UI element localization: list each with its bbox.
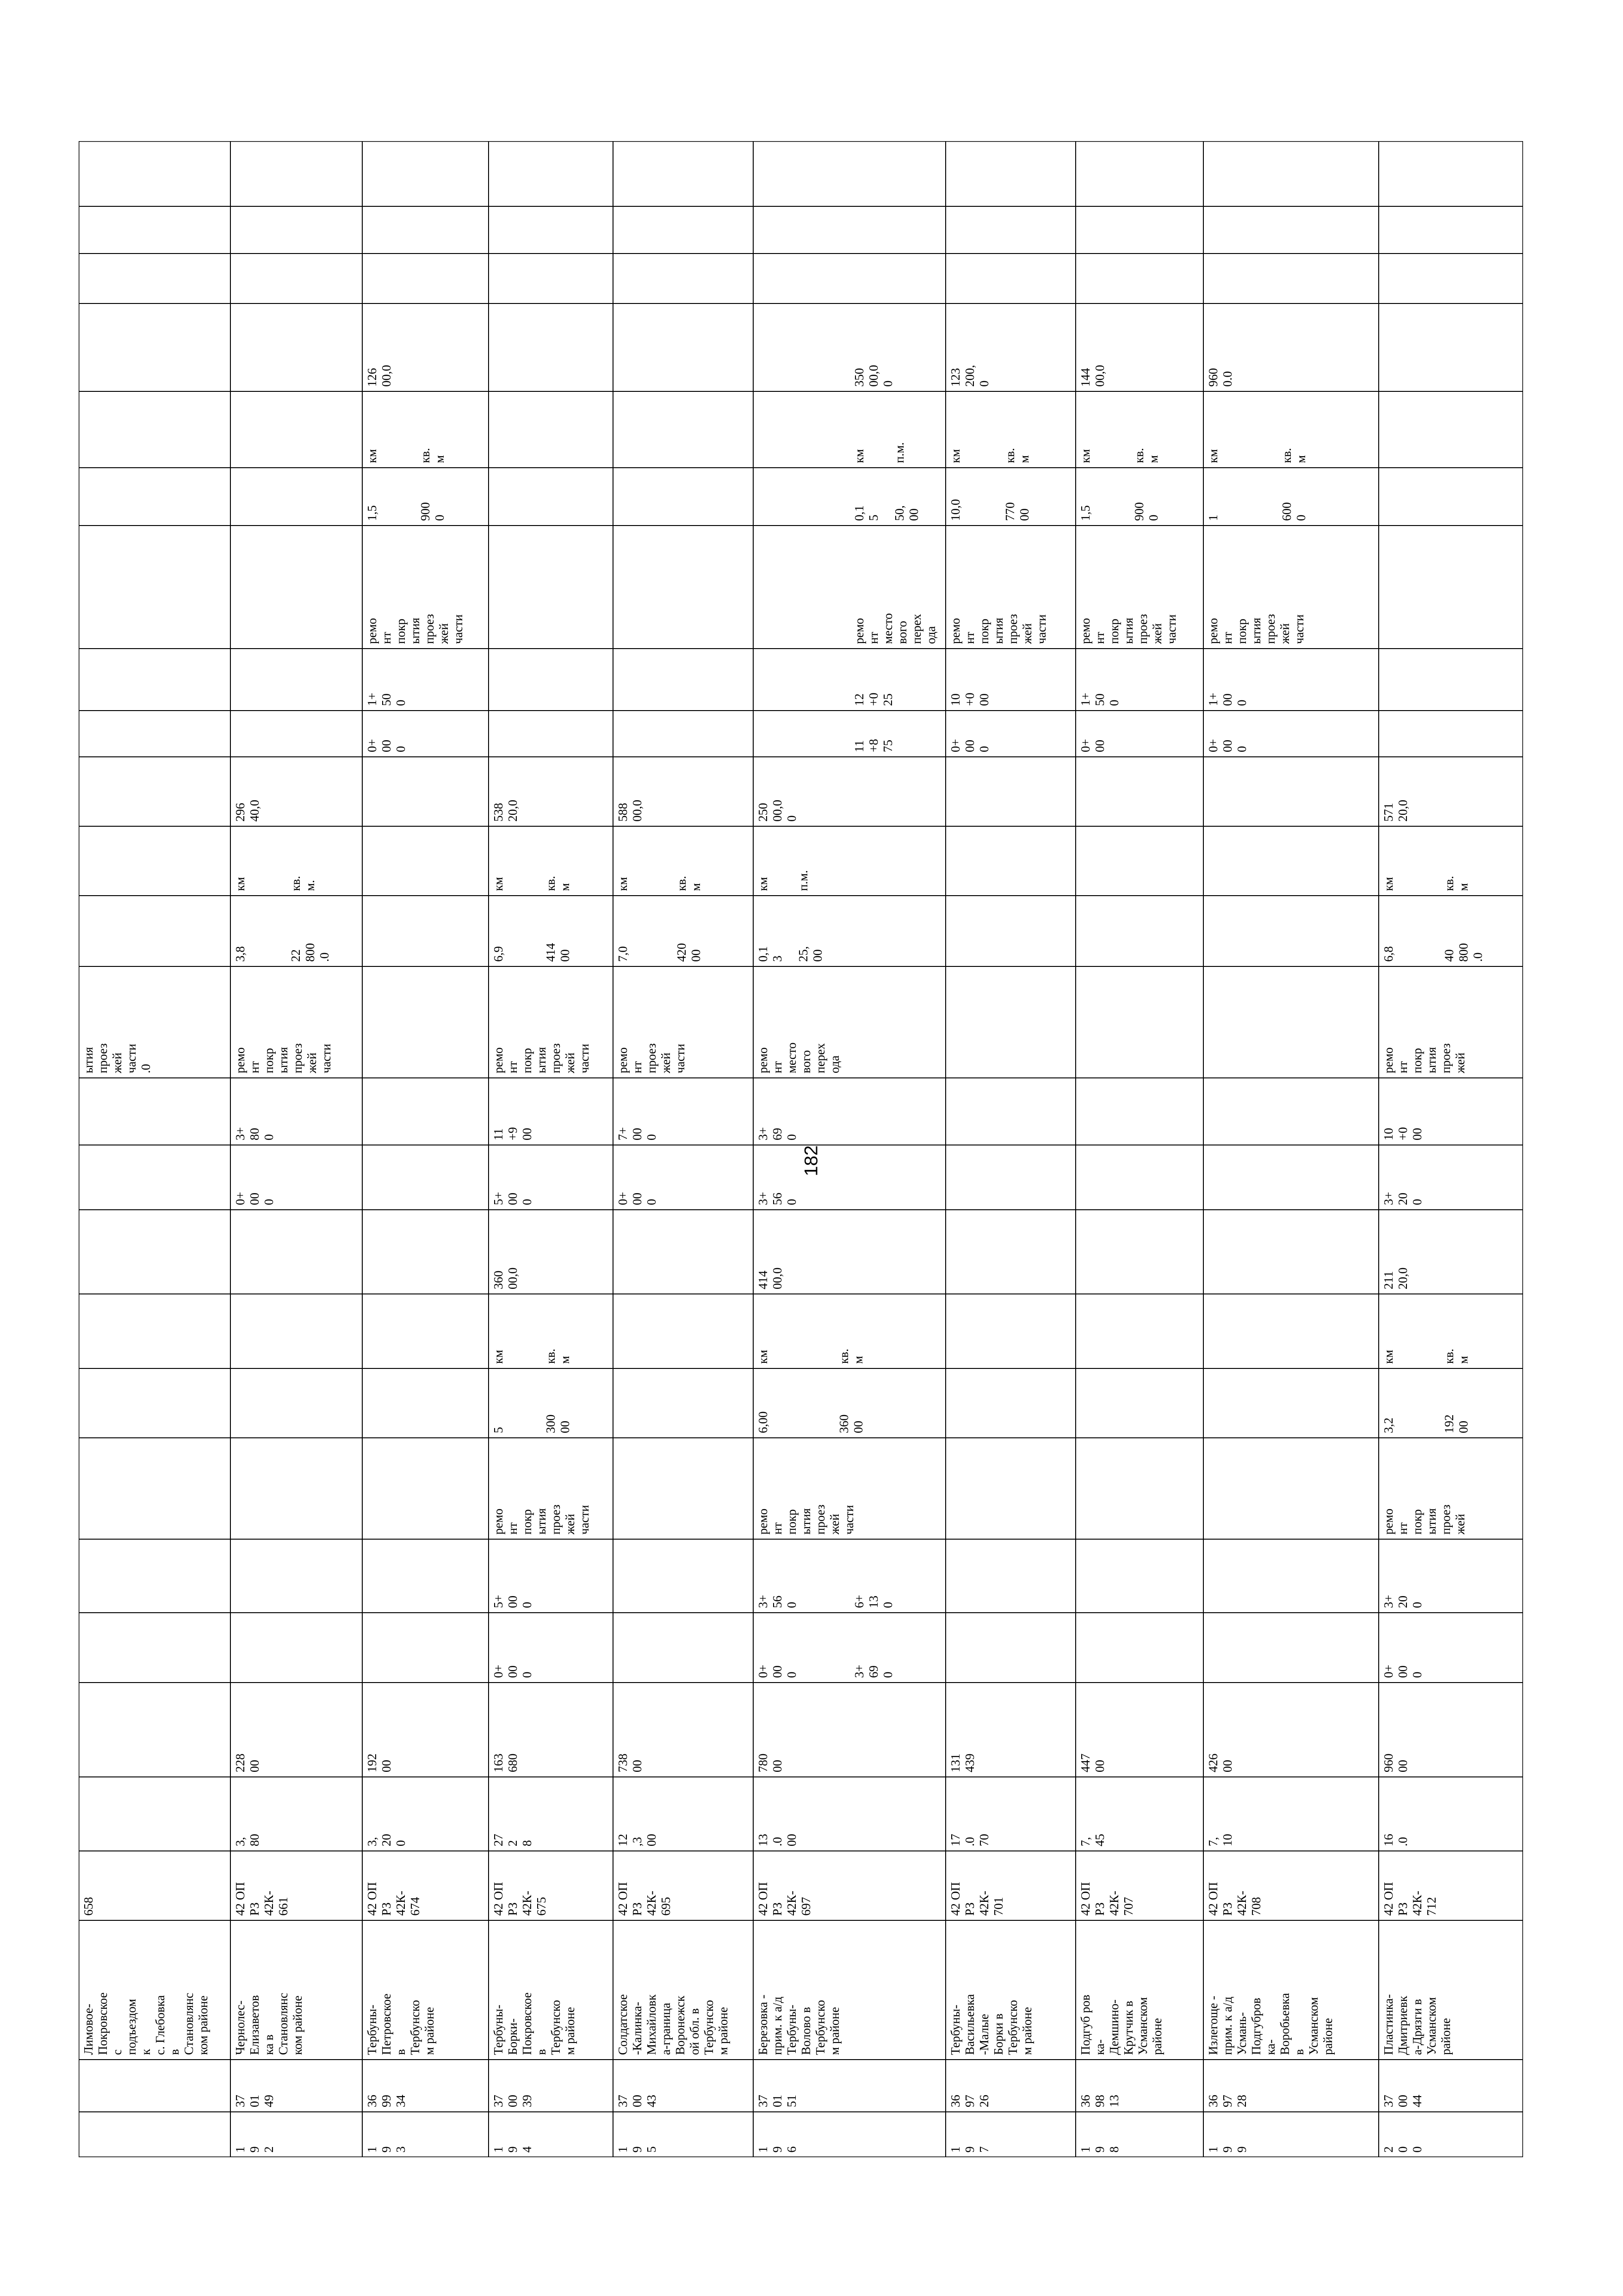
work-2-unit-area: п.м. xyxy=(796,870,810,891)
road-id: 42 ОП РЗ 42К- 707 xyxy=(1078,1882,1135,1916)
work-1-work-type: ремо нт покр ытия проез жей части xyxy=(491,1504,591,1535)
work-2-from: 5+ 00 0 xyxy=(491,1192,534,1205)
work-1-length: 3,8 xyxy=(233,946,247,962)
road-total: 780 00 xyxy=(756,1753,784,1772)
row-number: 1 9 2 xyxy=(233,2146,276,2153)
work-1-unit-area: кв. м. xyxy=(289,876,317,891)
road-length: 7, 45 xyxy=(1078,1834,1107,1846)
road-name: Солдатское -Калинка- Михайловк а-граница Воронежск ой обл. в Тербунско м районе xyxy=(616,1994,730,2055)
work-2-length: 6,8 xyxy=(1381,946,1395,962)
work-1-cost: 588 00,0 xyxy=(616,799,644,822)
work-3-cost: 350 00,0 0 xyxy=(852,365,895,387)
road-name: Пластинка- Дмитриевк а-Дрязги в Усманском районе xyxy=(1381,1994,1453,2055)
work-1-unit-area: кв. м xyxy=(544,1349,572,1364)
road-length: 12 ,3 00 xyxy=(616,1834,658,1846)
work-1-length: 7,0 xyxy=(616,946,630,962)
work-1-to: 5+ 00 0 xyxy=(491,1595,534,1608)
work-1-from: 0+ 00 0 xyxy=(756,1665,799,1678)
row-number: 1 9 6 xyxy=(756,2146,799,2153)
work-1-work-type: ремо нт покр ытия проез жей части xyxy=(948,614,1048,644)
road-code: 36 97 28 xyxy=(1206,2095,1249,2107)
road-total: 960 00 xyxy=(1381,1753,1410,1772)
road-name: Чернолес- Елизаветов ка в Становлянс ком районе xyxy=(233,1993,304,2055)
road-id: 42 ОП РЗ 42К- 674 xyxy=(365,1882,422,1916)
road-total: 192 00 xyxy=(365,1753,393,1772)
road-length: 17 .0 70 xyxy=(948,1834,991,1846)
road-code: 36 99 34 xyxy=(365,2095,408,2107)
work-1-unit-length: км xyxy=(1078,449,1092,463)
work-1-cost: 296 40,0 xyxy=(233,799,261,822)
work-3-length: 0,1 5 xyxy=(852,505,880,521)
work-1-unit-area: кв. м xyxy=(675,876,703,891)
work-1-work-type: ремо нт покр ытия проез жей части xyxy=(365,614,465,644)
work-2-to: 10 +0 00 xyxy=(1381,1127,1424,1140)
work-2-unit-length: км xyxy=(1381,877,1395,891)
work-3-area: 50, 00 xyxy=(892,505,921,521)
work-1-from: 0+ 00 0 xyxy=(233,1192,276,1205)
work-1-cost: 126 00,0 xyxy=(365,365,393,387)
road-id: 658 xyxy=(81,1897,95,1916)
work-1-work-type: ремо нт покр ытия проез жей xyxy=(1381,1504,1467,1535)
work-3-from: 11 +8 75 xyxy=(852,739,895,752)
work-2-area: 414 00 xyxy=(544,943,572,962)
road-total: 738 00 xyxy=(616,1753,644,1772)
work-2-work-type: ремо нт покр ытия проез жей xyxy=(1381,1043,1467,1073)
work-1-to: 3+ 20 0 xyxy=(1381,1595,1424,1608)
work-1-unit-area: кв. м xyxy=(837,1349,865,1364)
row-number: 1 9 9 xyxy=(1206,2146,1249,2153)
road-total: 426 00 xyxy=(1206,1753,1234,1772)
road-id: 42 ОП РЗ 42К- 708 xyxy=(1206,1882,1263,1916)
work-1-to: 10 +0 00 xyxy=(948,693,991,706)
work-1-cost: 960 0.0 xyxy=(1206,368,1234,387)
road-code: 37 01 51 xyxy=(756,2095,799,2107)
work-1-unit-length: км xyxy=(948,449,962,463)
row-number: 1 9 4 xyxy=(491,2146,534,2153)
work-2-cost: 538 20,0 xyxy=(491,799,520,822)
work-1-cost: 123 200, 0 xyxy=(948,365,991,387)
row-number: 2 0 0 xyxy=(1381,2146,1424,2153)
work-1-unit-area: кв. м xyxy=(1132,448,1160,463)
work-1-to: 1+ 50 0 xyxy=(365,693,408,706)
work-3-unit-length: км xyxy=(852,449,866,463)
work-1-area: 420 00 xyxy=(675,943,703,962)
road-id: 42 ОП РЗ 42К- 701 xyxy=(948,1882,1005,1916)
work-from-2: 3+ 69 0 xyxy=(852,1665,895,1678)
work-1-unit-length: км xyxy=(233,877,247,891)
work-1-area: 360 00 xyxy=(837,1414,865,1433)
work-1-work-type: ремо нт покр ытия проез жей части xyxy=(1206,614,1306,644)
work-2-length: 6,9 xyxy=(491,946,505,962)
road-code: 36 97 26 xyxy=(948,2095,991,2107)
work-1-area: 770 00 xyxy=(1003,502,1031,521)
work-1-from: 0+ 00 0 xyxy=(616,1192,658,1205)
road-code: 37 00 43 xyxy=(616,2095,658,2107)
work-1-cost: 414 00,0 xyxy=(756,1267,784,1289)
work-1-area: 22 800 .0 xyxy=(289,943,331,962)
road-code: 37 01 49 xyxy=(233,2095,276,2107)
work-3-to: 12 +0 25 xyxy=(852,693,895,706)
row-number: 1 9 7 xyxy=(948,2146,991,2153)
work-1-to: 3+ 80 0 xyxy=(233,1127,276,1140)
work-1-work-type: ремо нт покр ытия проез жей части xyxy=(1078,614,1178,644)
road-name: Тербуны- Борки- Покровское в Тербунско м районе xyxy=(491,1992,577,2055)
work-1-area: 900 0 xyxy=(1132,502,1160,521)
work-1-to: 1+ 00 0 xyxy=(1206,693,1249,706)
road-code: 36 98 13 xyxy=(1078,2095,1121,2107)
work-1-area: 192 00 xyxy=(1442,1414,1470,1433)
road-name: Подгуб ров ка- Демшино- Крутчик в Усманском районе xyxy=(1078,1994,1164,2055)
work-1-to: 1+ 50 0 xyxy=(1078,693,1121,706)
road-length: 27 2 8 xyxy=(491,1834,534,1846)
work-2-cost: 571 20,0 xyxy=(1381,799,1410,822)
work-1-unit-length: км xyxy=(491,1349,505,1364)
work-1-length: 1,5 xyxy=(365,505,379,521)
road-total: 228 00 xyxy=(233,1753,261,1772)
work-1-length: 1,5 xyxy=(1078,505,1092,521)
work-1-unit-length: км xyxy=(616,877,630,891)
work-1-length: 10,0 xyxy=(948,499,962,521)
work-2-unit-area: кв. м xyxy=(1442,876,1470,891)
road-name: Лимовое- Покровское с подъездом к с. Глебовка в Становлянс ком районе xyxy=(81,1992,210,2055)
work-1-unit-area: кв. м xyxy=(418,448,446,463)
work-1-work-type: ремо нт покр ытия проез жей части xyxy=(756,1504,856,1535)
work-1-unit-length: км xyxy=(1381,1349,1395,1364)
work-1-from: 0+ 00 0 xyxy=(1206,739,1249,752)
work-1-to: 3+ 56 0 xyxy=(756,1595,799,1608)
work-1-unit-length: км xyxy=(756,1349,770,1364)
work-1-from: 0+ 00 0 xyxy=(1381,1665,1424,1678)
work-1-unit-length: км xyxy=(1206,449,1220,463)
work-1-work-type: ремо нт проез жей части xyxy=(616,1043,687,1073)
work-2-area: 40 800 .0 xyxy=(1442,943,1485,962)
work-1-unit-length: км xyxy=(365,449,379,463)
road-name: Излегоще - прим. к а/д Усмань- Подгубров ка- Воробьевка в Усманском районе xyxy=(1206,1993,1335,2055)
road-id: 42 ОП РЗ 42К- 675 xyxy=(491,1882,548,1916)
road-length: 3, 80 xyxy=(233,1834,261,1846)
work-1-from: 0+ 00 0 xyxy=(948,739,991,752)
work-2-from: 3+ 56 0 xyxy=(756,1192,799,1205)
road-code: 37 00 44 xyxy=(1381,2095,1424,2107)
work-2-from: 3+ 20 0 xyxy=(1381,1192,1424,1205)
work-2-area: 25, 00 xyxy=(796,946,824,962)
row-number: 1 9 5 xyxy=(616,2146,658,2153)
work-2-unit-length: км xyxy=(756,877,770,891)
road-name: Березовка - прим. к а/д Тербуны- Волово в Тербунско м районе xyxy=(756,1994,842,2055)
work-1-work-type: ремо нт покр ытия проез жей части xyxy=(233,1043,333,1073)
road-id: 42 ОП РЗ 42К- 661 xyxy=(233,1882,290,1916)
road-name: Тербуны- Васильевка -Малые Борки в Тербунско м районе xyxy=(948,1994,1034,2055)
road-total: 131 439 xyxy=(948,1753,977,1772)
road-id: 42 ОП РЗ 42К- 695 xyxy=(616,1882,673,1916)
work-1-from: 0+ 00 0 xyxy=(365,739,408,752)
work-to-2: 6+ 13 0 xyxy=(852,1595,895,1608)
work-1-from: 0+ 00 xyxy=(1078,739,1107,752)
work-1-unit-area: кв. м xyxy=(1003,448,1031,463)
work-1-cost: 360 00,0 xyxy=(491,1267,520,1289)
work-2-cost: 250 00,0 0 xyxy=(756,799,799,822)
road-id: 42 ОП РЗ 42К- 712 xyxy=(1381,1882,1438,1916)
work-2-length: 0,1 3 xyxy=(756,946,784,962)
work-2-to: 3+ 69 0 xyxy=(756,1127,799,1140)
work-1-from: 0+ 00 0 xyxy=(491,1665,534,1678)
road-length: 3, 20 0 xyxy=(365,1834,408,1846)
work-1-to: 7+ 00 0 xyxy=(616,1127,658,1140)
work-1-length: 1 xyxy=(1206,514,1220,521)
row-number: 1 9 8 xyxy=(1078,2146,1121,2153)
work-2-work-type: ремо нт покр ытия проез жей части xyxy=(491,1043,591,1073)
work-2-unit-length: км xyxy=(491,877,505,891)
work-2-unit-area: кв. м xyxy=(544,876,572,891)
road-length: 16 .0 xyxy=(1381,1834,1410,1846)
work-1-area: 900 0 xyxy=(418,502,446,521)
road-code: 37 00 39 xyxy=(491,2095,534,2107)
works-table xyxy=(79,141,1523,2157)
work-3-work-type: ремо нт место вого перех ода xyxy=(852,613,938,644)
work-1-length: 5 xyxy=(491,1427,505,1433)
work-2-work-type: ремо нт место вого перех ода xyxy=(756,1042,842,1073)
road-length: 13 .0 00 xyxy=(756,1834,799,1846)
work-1-unit-area: кв. м xyxy=(1442,1349,1470,1364)
work-1-length: 3,2 xyxy=(1381,1417,1395,1433)
carry-over-text: ытия проез жей части .0 xyxy=(81,1043,153,1073)
road-total: 163 680 xyxy=(491,1753,520,1772)
row-number: 1 9 3 xyxy=(365,2146,408,2153)
work-1-area: 600 0 xyxy=(1280,502,1308,521)
work-1-area: 300 00 xyxy=(544,1414,572,1433)
road-total: 447 00 xyxy=(1078,1753,1107,1772)
work-1-unit-area: кв. м xyxy=(1280,448,1308,463)
road-name: Тербуны- Петровское в Тербунско м районе xyxy=(365,1993,436,2055)
road-id: 42 ОП РЗ 42К- 697 xyxy=(756,1882,813,1916)
road-length: 7, 10 xyxy=(1206,1834,1234,1846)
work-1-cost: 144 00,0 xyxy=(1078,365,1107,387)
work-1-cost: 211 20,0 xyxy=(1381,1267,1410,1289)
work-3-unit-area: п.м. xyxy=(892,442,906,463)
work-1-length: 6,00 xyxy=(756,1411,770,1433)
page-number: 182 xyxy=(801,1145,822,1176)
work-2-to: 11 +9 00 xyxy=(491,1127,534,1140)
